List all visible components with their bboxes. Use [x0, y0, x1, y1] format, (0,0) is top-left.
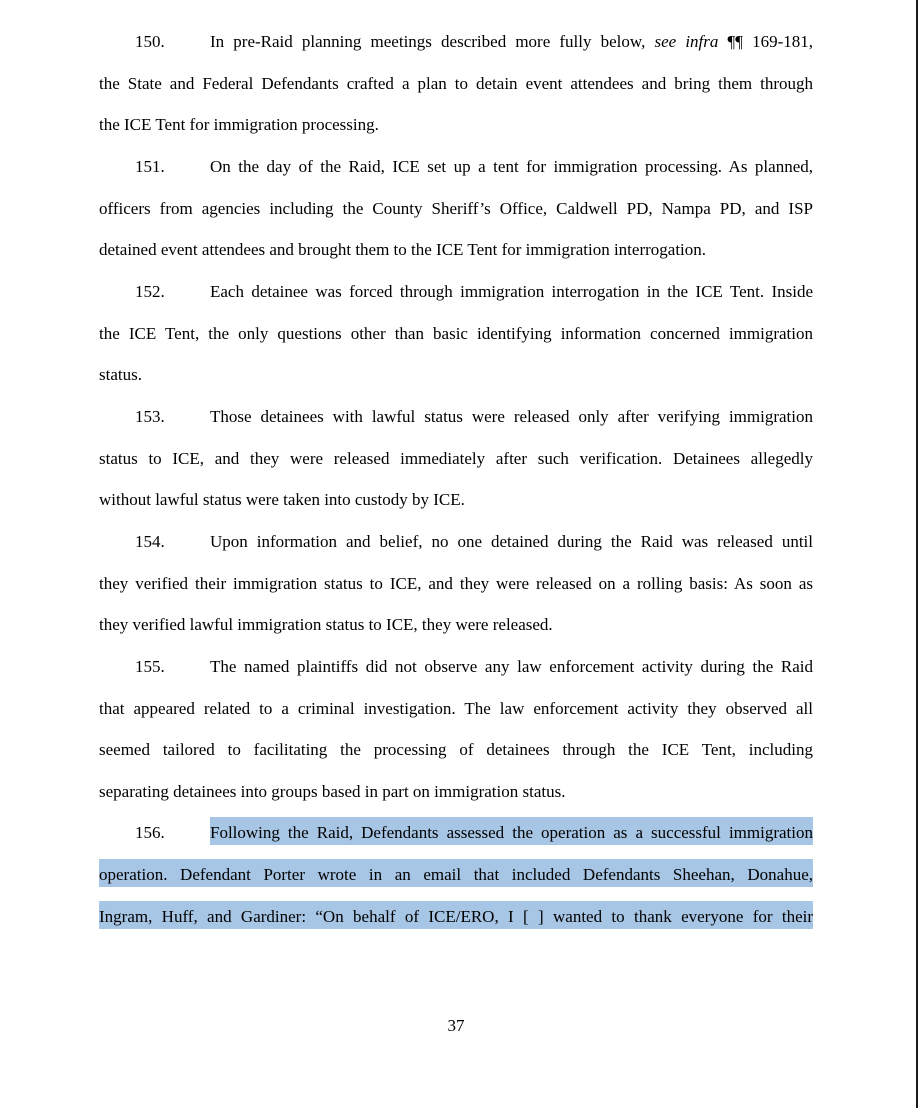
text-run: the State and Federal Defendants crafted a plan to detain event attendees and bring them through — [99, 73, 813, 93]
paragraph-line — [99, 812, 813, 854]
paragraph — [99, 396, 813, 521]
paragraph-line — [99, 188, 813, 230]
paragraph-number: 155. — [135, 656, 165, 676]
paragraph — [99, 646, 813, 813]
text-run: ¶¶ 169-181, — [718, 32, 813, 51]
paragraph-line-text — [210, 146, 813, 188]
paragraph — [99, 271, 813, 396]
paragraph-line — [99, 771, 813, 813]
paragraph-line — [99, 396, 813, 438]
paragraph-number: 152. — [135, 281, 165, 301]
paragraph-line — [99, 354, 813, 396]
text-run: without lawful status were taken into custody by ICE. — [99, 490, 465, 510]
paragraph-line-text — [210, 21, 813, 63]
paragraph-number: 154. — [135, 531, 165, 551]
text-run: In pre-Raid planning meetings described more fully below, — [210, 32, 655, 51]
text-run: status to ICE, and they were released immediately after such verification. Detainees allegedly — [99, 448, 813, 468]
paragraph — [99, 521, 813, 646]
paragraph-line — [99, 896, 813, 938]
text-run: they verified their immigration status to ICE, and they were released on a rolling basis: As soon as — [99, 573, 813, 593]
text-run: they verified lawful immigration status to ICE, they were released. — [99, 615, 553, 635]
text-run: Those detainees with lawful status were released only after verifying immigration — [210, 406, 813, 426]
text-run: seemed tailored to facilitating the processing of detainees through the ICE Tent, including — [99, 740, 813, 760]
text-run: separating detainees into groups based in part on immigration status. — [99, 781, 566, 801]
paragraph-line — [99, 229, 813, 271]
paragraph-line — [99, 854, 813, 896]
paragraph-line — [99, 604, 813, 646]
paragraph-line — [99, 688, 813, 730]
paragraph-line — [99, 521, 813, 563]
paragraph-line-text — [210, 646, 813, 688]
paragraph-line — [99, 313, 813, 355]
paragraph-number: 151. — [135, 156, 165, 176]
document-body — [99, 21, 813, 937]
paragraph-line-text — [210, 396, 813, 438]
paragraph-line — [99, 479, 813, 521]
paragraph-line — [99, 21, 813, 63]
text-run: that appeared related to a criminal investigation. The law enforcement activity they observed all — [99, 698, 813, 718]
text-run: the ICE Tent for immigration processing. — [99, 115, 379, 135]
paragraph — [99, 21, 813, 146]
text-run: operation. Defendant Porter wrote in an email that included Defendants Sheehan, Donahue, — [99, 865, 813, 885]
paragraph-line — [99, 63, 813, 105]
text-run: officers from agencies including the County Sheriff’s Office, Caldwell PD, Nampa PD, and ISP — [99, 198, 813, 218]
paragraph-number: 153. — [135, 406, 165, 426]
paragraph-number: 156. — [135, 823, 165, 843]
text-run: Upon information and belief, no one detained during the Raid was released until — [210, 531, 813, 551]
paragraph-line — [99, 729, 813, 771]
paragraph — [99, 812, 813, 937]
text-run: see infra — [654, 32, 719, 51]
page-number: 37 — [447, 1016, 465, 1035]
text-run: The named plaintiffs did not observe any law enforcement activity during the Raid — [210, 656, 813, 676]
paragraph-line — [99, 271, 813, 313]
paragraph-line — [99, 646, 813, 688]
text-run: detained event attendees and brought them to the ICE Tent for immigration interrogation. — [99, 240, 707, 260]
text-run: On the day of the Raid, ICE set up a tent for immigration processing. As planned, — [210, 156, 813, 176]
paragraph-line — [99, 438, 813, 480]
text-run: Following the Raid, Defendants assessed the operation as a successful immigration — [210, 823, 813, 843]
paragraph-line-text — [210, 521, 813, 563]
paragraph-number: 150. — [135, 32, 165, 51]
paragraph-line-text — [210, 271, 813, 313]
text-run: Ingram, Huff, and Gardiner: “On behalf of ICE/ERO, I [ ] wanted to thank everyone for their — [99, 906, 813, 926]
text-run: the ICE Tent, the only questions other than basic identifying information concerned immigration — [99, 323, 813, 343]
paragraph-line-text — [210, 812, 813, 854]
text-run: Each detainee was forced through immigration interrogation in the ICE Tent. Inside — [210, 281, 813, 301]
text-run: status. — [99, 365, 142, 385]
paragraph-line — [99, 563, 813, 605]
paragraph-line — [99, 104, 813, 146]
paragraph — [99, 146, 813, 271]
paragraph-line — [99, 146, 813, 188]
